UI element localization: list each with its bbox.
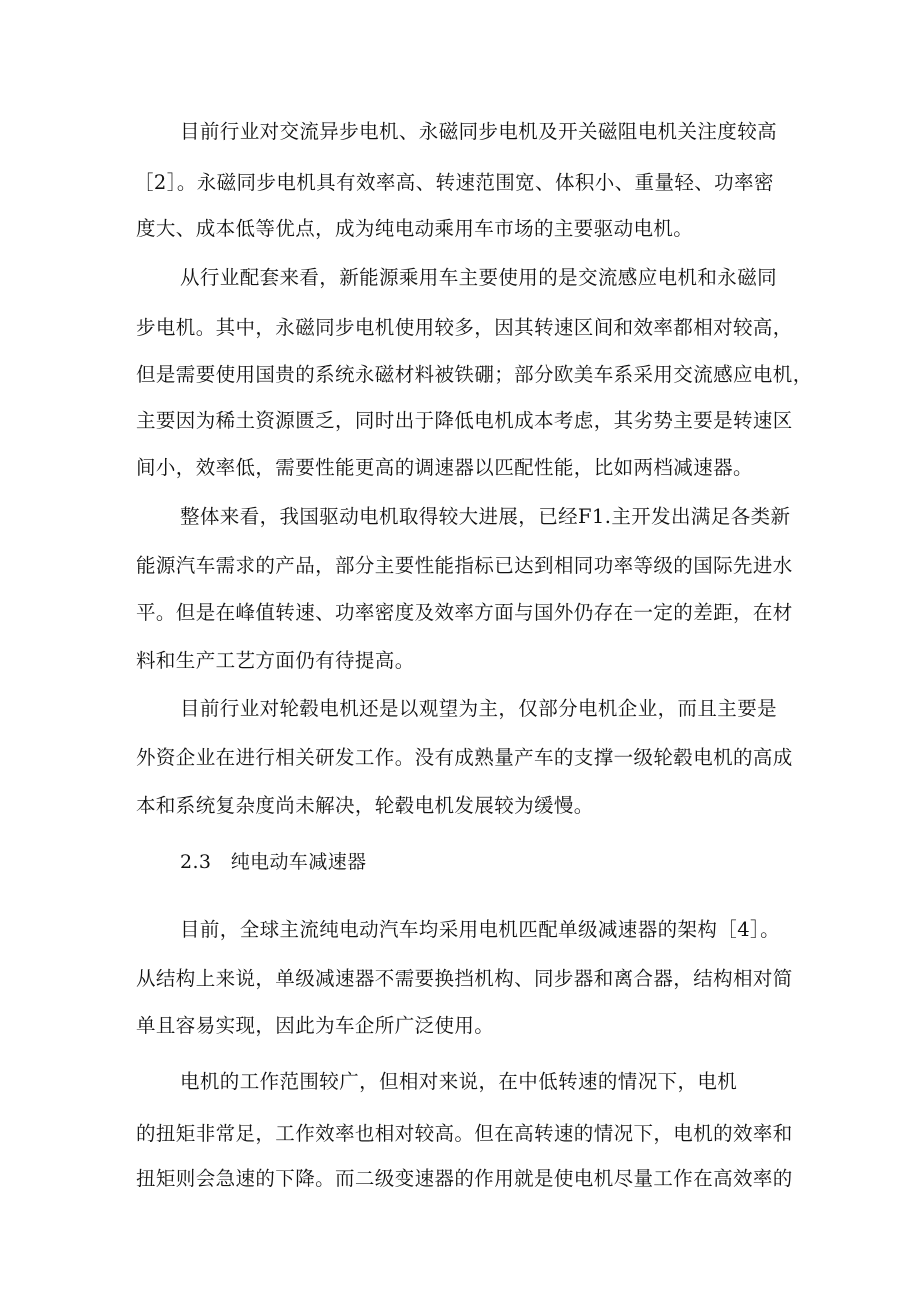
text-line: 整体来看，我国驱动电机取得较大进展，已经F1.主开发出满足各类新 [180,505,791,528]
text-line: 间小，效率低，需要性能更高的调速器以匹配性能，比如两档减速器。 [136,456,753,479]
text-line: 度大、成本低等优点，成为纯电动乘用车市场的主要驱动电机。 [136,217,694,240]
text-line: 本和系统复杂度尚未解决，轮毂电机发展较为缓慢。 [136,794,594,817]
text-line: 能源汽车需求的产品，部分主要性能指标已达到相同功率等级的国际先进水 [136,554,793,577]
text-line: ［2］。永磁同步电机具有效率高、转速范围宽、体积小、重量轻、功率密 [134,171,774,194]
text-line: 步电机。其中，永磁同步电机使用较多，因其转速区间和效率都相对较高， [136,316,793,339]
text-line: 目前行业对轮毂电机还是以观望为主，仅部分电机企业，而且主要是 [180,697,778,720]
text-line: 从行业配套来看，新能源乘用车主要使用的是交流感应电机和永磁同 [180,266,778,289]
text-line: 料和生产工艺方面仍有待提高。 [136,649,415,672]
text-line: 从结构上来说，单级减速器不需要换挡机构、同步器和离合器，结构相对简 [136,967,793,990]
text-line: 的扭矩非常足，工作效率也相对较高。但在高转速的情况下，电机的效率和 [136,1122,793,1145]
text-line: 扭矩则会急速的下降。而二级变速器的作用就是使电机尽量工作在高效率的 [136,1167,793,1190]
text-line: 但是需要使用国贵的系统永磁材料被铁硼；部分欧美车系采用交流感应电机， [136,363,813,386]
text-line: 目前，全球主流纯电动汽车均采用电机匹配单级减速器的架构［4］。 [180,918,781,941]
text-line: 平。但是在峰值转速、功率密度及效率方面与国外仍存在一定的差距，在材 [136,601,793,624]
text-line: 目前行业对交流异步电机、永磁同步电机及开关磁阻电机关注度较高 [180,120,778,143]
text-line: 单且容易实现，因此为车企所广泛使用。 [136,1014,495,1037]
text-line: 外资企业在进行相关研发工作。没有成熟量产车的支撑一级轮毂电机的高成 [136,746,793,769]
text-line: 主要因为稀土资源匮乏，同时出于降低电机成本考虑，其劣势主要是转速区 [136,409,793,432]
section-heading: 2.3 纯电动车减速器 [180,851,367,873]
text-line: 电机的工作范围较广，但相对来说，在中低转速的情况下，电机 [180,1070,738,1093]
